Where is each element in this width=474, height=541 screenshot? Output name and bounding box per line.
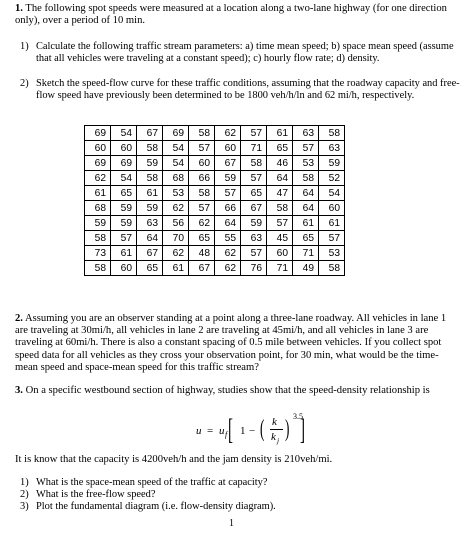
- table-cell: 64: [293, 186, 319, 201]
- table-cell: 60: [111, 141, 137, 156]
- q3-intro: [15, 385, 460, 397]
- eq-uf-subscript: f: [225, 430, 228, 439]
- table-cell: 69: [85, 126, 111, 141]
- table-cell: 59: [241, 216, 267, 231]
- table-cell: 53: [163, 186, 189, 201]
- table-cell: 63: [293, 126, 319, 141]
- table-cell: 59: [111, 201, 137, 216]
- q3-item-3-number: 3): [20, 501, 29, 512]
- q3-number: 3.: [15, 385, 23, 396]
- table-cell: 69: [111, 156, 137, 171]
- table-cell: 57: [111, 231, 137, 246]
- table-cell: 48: [189, 246, 215, 261]
- table-cell: 76: [241, 261, 267, 276]
- table-cell: 57: [189, 141, 215, 156]
- table-cell: 64: [267, 171, 293, 186]
- table-cell: 67: [137, 246, 163, 261]
- table-cell: 58: [137, 141, 163, 156]
- table-cell: 61: [111, 246, 137, 261]
- table-cell: 71: [241, 141, 267, 156]
- q1-intro: [15, 3, 460, 27]
- table-cell: 62: [215, 246, 241, 261]
- table-cell: 62: [189, 216, 215, 231]
- eq-lhs: u: [196, 425, 202, 437]
- table-cell: 58: [189, 126, 215, 141]
- table-cell: 56: [163, 216, 189, 231]
- q3-item-2: [20, 489, 461, 501]
- table-row: [85, 126, 345, 141]
- table-cell: 68: [85, 201, 111, 216]
- table-cell: 54: [163, 156, 189, 171]
- table-cell: 64: [293, 201, 319, 216]
- table-cell: 58: [137, 171, 163, 186]
- eq-minus: −: [249, 425, 256, 437]
- table-cell: 60: [111, 261, 137, 276]
- q3-item-1-text: What is the space-mean speed of the traffic at capacity?: [36, 477, 268, 488]
- table-cell: 60: [319, 201, 345, 216]
- table-cell: 59: [215, 171, 241, 186]
- q2-text: Assuming you are an observer standing at a point along a three-lane roadway. All vehicles in lane 1 are traveling at 30mi/h, all vehicles in lane 2 are traveling at 45mi/h, and all vehicles in lane 3 are traveling at 60mi/h. There is also a constant spacing of 0.5 mile between vehicles. If you collect spot speed data for all vehicles as they cross your observation point, for 30 min, what would be the time-mean speed and space-mean speed for this traffic stream?: [15, 313, 447, 373]
- eq-right-bracket: ]: [300, 413, 305, 446]
- table-cell: 58: [319, 261, 345, 276]
- table-cell: 57: [267, 216, 293, 231]
- table-cell: 67: [137, 126, 163, 141]
- eq-left-bracket: [: [228, 413, 233, 446]
- table-cell: 61: [85, 186, 111, 201]
- table-cell: 62: [85, 171, 111, 186]
- table-cell: 68: [163, 171, 189, 186]
- table-cell: 69: [85, 156, 111, 171]
- eq-exponent: 3.5: [293, 412, 303, 421]
- table-cell: 70: [163, 231, 189, 246]
- q1-item-1-number: 1): [20, 41, 29, 52]
- table-cell: 53: [319, 246, 345, 261]
- table-cell: 71: [293, 246, 319, 261]
- table-cell: 60: [189, 156, 215, 171]
- eq-kj-subscript: j: [277, 436, 280, 445]
- spot-speed-table: [84, 125, 345, 276]
- table-cell: 46: [267, 156, 293, 171]
- table-cell: 58: [293, 171, 319, 186]
- table-cell: 66: [215, 201, 241, 216]
- table-cell: 61: [319, 216, 345, 231]
- table-cell: 60: [215, 141, 241, 156]
- table-cell: 62: [215, 126, 241, 141]
- table-cell: 64: [215, 216, 241, 231]
- table-cell: 61: [267, 126, 293, 141]
- table-cell: 54: [319, 186, 345, 201]
- table-cell: 67: [241, 201, 267, 216]
- table-cell: 73: [85, 246, 111, 261]
- table-cell: 66: [189, 171, 215, 186]
- table-row: [85, 186, 345, 201]
- table-cell: 58: [241, 156, 267, 171]
- table-row: [85, 216, 345, 231]
- table-row: [85, 261, 345, 276]
- table-row: [85, 246, 345, 261]
- table-row: [85, 171, 345, 186]
- table-cell: 55: [215, 231, 241, 246]
- table-row: [85, 231, 345, 246]
- table-cell: 59: [137, 156, 163, 171]
- eq-k: k: [272, 416, 277, 428]
- q3-item-1-number: 1): [20, 477, 29, 488]
- q1-number: 1.: [15, 3, 23, 14]
- q3-item-1: [20, 477, 461, 489]
- table-cell: 61: [293, 216, 319, 231]
- speed-density-equation: [196, 412, 316, 452]
- q3-capacity-text: It is know that the capacity is 4200veh/h and the jam density is 210veh/mi.: [15, 454, 333, 465]
- table-cell: 59: [137, 201, 163, 216]
- q2-paragraph: [15, 313, 460, 374]
- table-cell: 62: [163, 246, 189, 261]
- table-cell: 58: [85, 231, 111, 246]
- table-cell: 45: [267, 231, 293, 246]
- eq-kj: k: [271, 431, 276, 443]
- table-cell: 65: [111, 186, 137, 201]
- table-cell: 65: [267, 141, 293, 156]
- q3-item-3-text: Plot the fundamental diagram (i.e. flow-density diagram).: [36, 501, 276, 512]
- table-cell: 58: [189, 186, 215, 201]
- table-row: [85, 141, 345, 156]
- table-cell: 65: [189, 231, 215, 246]
- q1-item-2-text: Sketch the speed-flow curve for these traffic conditions, assuming that the roadway capacity and free-flow speed have previously been determined to be 1800 veh/h/ln and 62 mi/h, respectively.: [36, 78, 460, 101]
- table-cell: 54: [163, 141, 189, 156]
- table-cell: 58: [85, 261, 111, 276]
- eq-fraction-bar: [270, 429, 283, 430]
- table-cell: 58: [267, 201, 293, 216]
- q1-item-1: [20, 41, 461, 65]
- table-cell: 54: [111, 171, 137, 186]
- table-cell: 60: [267, 246, 293, 261]
- table-cell: 62: [163, 201, 189, 216]
- table-cell: 57: [241, 126, 267, 141]
- table-cell: 58: [319, 126, 345, 141]
- eq-left-paren: (: [260, 416, 265, 442]
- table-cell: 57: [189, 201, 215, 216]
- eq-right-paren: ): [285, 416, 290, 442]
- table-cell: 53: [293, 156, 319, 171]
- table-cell: 63: [319, 141, 345, 156]
- table-cell: 49: [293, 261, 319, 276]
- table-cell: 59: [319, 156, 345, 171]
- table-cell: 54: [111, 126, 137, 141]
- table-cell: 59: [111, 216, 137, 231]
- eq-uf: u: [219, 425, 225, 437]
- q1-item-1-text: Calculate the following traffic stream parameters: a) time mean speed; b) space mean speed (assume that all vehicles were traveling at a constant speed); c) hourly flow rate; d) density.: [36, 41, 454, 64]
- table-cell: 60: [85, 141, 111, 156]
- q1-item-2: [20, 78, 461, 102]
- eq-equals: =: [207, 425, 214, 437]
- table-cell: 57: [241, 246, 267, 261]
- table-cell: 67: [215, 156, 241, 171]
- q2-number: 2.: [15, 313, 23, 324]
- table-cell: 52: [319, 171, 345, 186]
- table-row: [85, 201, 345, 216]
- table-cell: 57: [215, 186, 241, 201]
- q3-item-3: [20, 501, 461, 513]
- q1-item-2-number: 2): [20, 78, 29, 89]
- table-cell: 62: [215, 261, 241, 276]
- table-cell: 57: [241, 171, 267, 186]
- table-cell: 69: [163, 126, 189, 141]
- table-cell: 71: [267, 261, 293, 276]
- table-cell: 63: [137, 216, 163, 231]
- table-cell: 63: [241, 231, 267, 246]
- table-row: [85, 156, 345, 171]
- table-cell: 61: [163, 261, 189, 276]
- eq-one: 1: [240, 425, 246, 437]
- page-number: 1: [229, 518, 234, 529]
- table-cell: 61: [137, 186, 163, 201]
- table-cell: 64: [137, 231, 163, 246]
- table-cell: 47: [267, 186, 293, 201]
- table-cell: 57: [319, 231, 345, 246]
- table-cell: 65: [241, 186, 267, 201]
- q3-text: On a specific westbound section of highway, studies show that the speed-density relationship is: [22, 385, 430, 396]
- table-cell: 57: [293, 141, 319, 156]
- q3-item-2-text: What is the free-flow speed?: [36, 489, 156, 500]
- table-cell: 65: [137, 261, 163, 276]
- table-cell: 65: [293, 231, 319, 246]
- table-cell: 59: [85, 216, 111, 231]
- table-cell: 67: [189, 261, 215, 276]
- q1-text: The following spot speeds were measured at a location along a two-lane highway (for one direction only), over a period of 10 min.: [15, 3, 447, 27]
- q3-item-2-number: 2): [20, 489, 29, 500]
